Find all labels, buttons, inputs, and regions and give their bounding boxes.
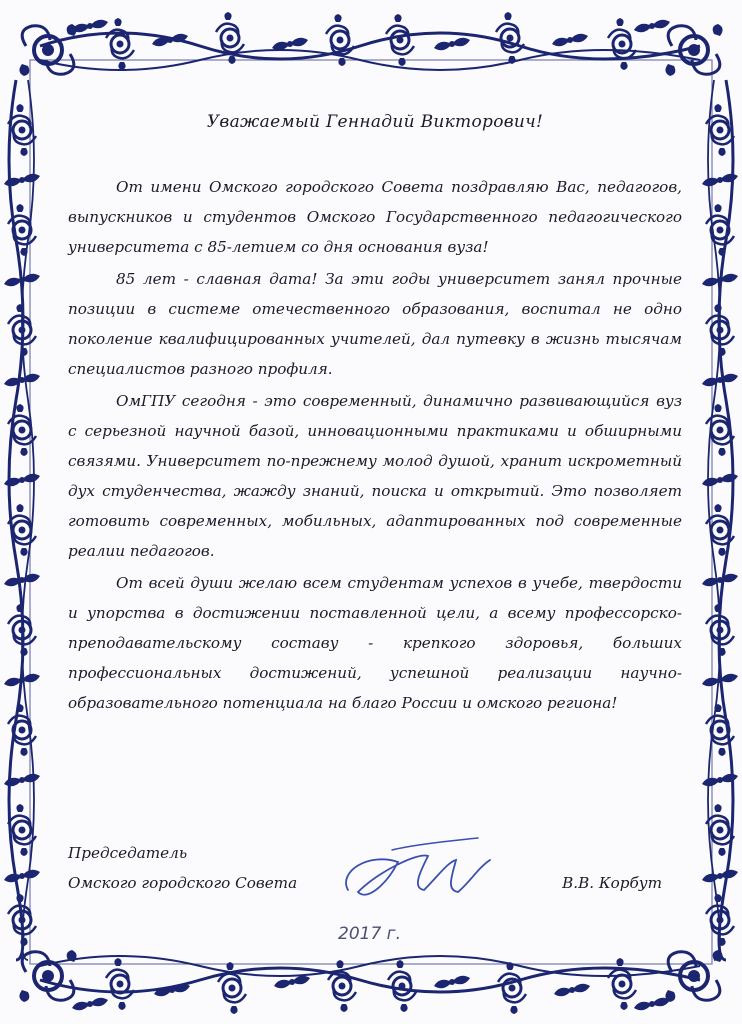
left-border-band <box>4 80 40 960</box>
letter-body <box>68 112 682 718</box>
right-border-band <box>702 80 738 960</box>
paragraph-anniversary: 85 лет - славная дата! За эти годы университет занял прочные позиции в системе отечественного образования, воспитал не одно поколение квалифицированных учителей, дал путевку в жизнь тысячам специалистов разного профиля. <box>68 270 682 378</box>
paragraph-university-today: ОмГПУ сегодня - это современный, динамично развивающийся вуз с серьезной научной базой, инновационными практиками и обширными связями. Университет по-прежнему молод душой, хранит искрометный дух студенчества, жажду знаний, поиска и открытий. Это позволяет готовить современных, мобильных, адаптированных под современные реалии педагогов. <box>68 392 682 560</box>
bottom-border-band <box>19 950 722 1014</box>
paragraph-wishes: От всей души желаю всем студентам успехов в учебе, твердости и упорства в достижении поставленной цели, а всему профессорско-преподавательскому составу - крепкого здоровья, больших профессиональных достижений, успешной реализации научно-образовательного потенциала на благо России и омского региона! <box>68 574 682 712</box>
signatory-name: В.В. Корбут <box>562 874 662 892</box>
position-line-1: Председатель <box>68 844 188 862</box>
signatory-position <box>68 838 297 898</box>
top-border-band <box>19 12 722 76</box>
position-line-2: Омского городского Совета <box>68 874 298 892</box>
handwritten-signature <box>328 832 498 912</box>
letter-year: 2017 г. <box>338 924 402 944</box>
paragraph-congratulation: От имени Омского городского Совета поздравляю Вас, педагогов, выпускников и студентов Омского Государственного педагогического университета с 85-летием со дня основания вуза! <box>68 178 682 256</box>
salutation: Уважаемый Геннадий Викторович! <box>206 112 544 132</box>
